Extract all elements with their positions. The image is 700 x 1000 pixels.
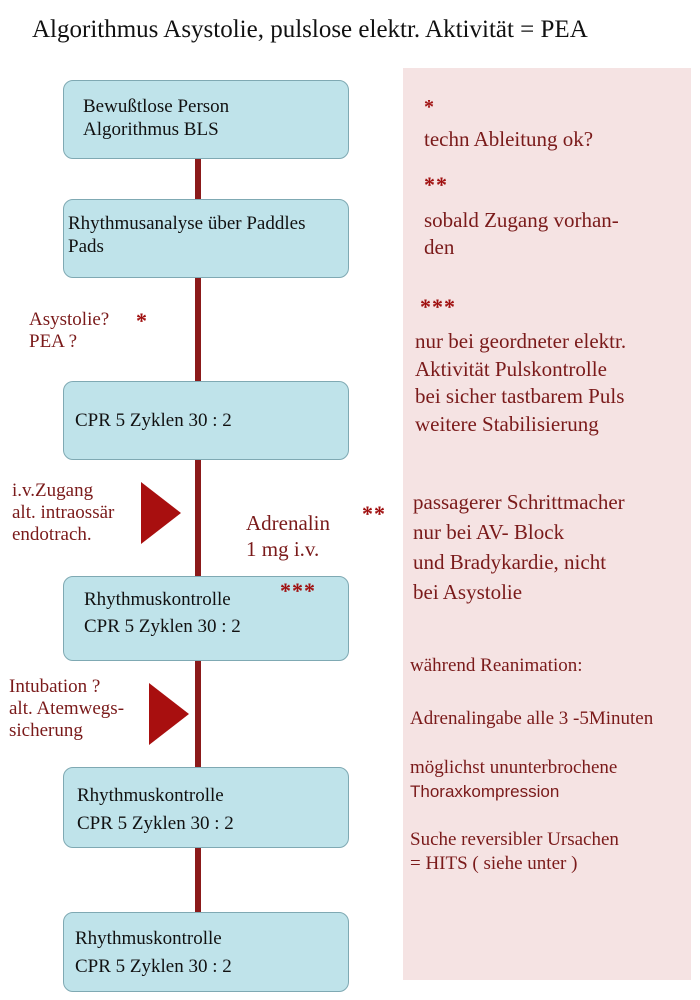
- label-line: sicherung: [9, 720, 83, 741]
- flow-box-rhythmuskontrolle-2: [63, 767, 349, 848]
- box-line: CPR 5 Zyklen 30 : 2: [75, 956, 232, 977]
- label-adrenalin: [246, 510, 330, 562]
- note-schrittmacher: [413, 487, 625, 607]
- label-intubation: [9, 676, 124, 742]
- label-line: Asystolie?: [29, 309, 110, 330]
- note-line: Thoraxkompression: [410, 782, 560, 801]
- box-line: CPR 5 Zyklen 30 : 2: [75, 410, 232, 431]
- label-line: alt. Atemwegs-: [9, 698, 125, 719]
- label-iv-zugang: [12, 480, 114, 546]
- box-line: Pads: [68, 236, 104, 257]
- arrow-triangle-icon: [149, 683, 189, 745]
- box-line: CPR 5 Zyklen 30 : 2: [84, 616, 241, 637]
- note-star-3: ***: [420, 294, 456, 319]
- note-line: nur bei geordneter elektr.: [415, 329, 627, 353]
- label-line: i.v.Zugang: [12, 480, 94, 501]
- flow-box-bls: [63, 80, 349, 159]
- note-ableitung: techn Ableitung ok?: [424, 127, 594, 151]
- note-ursachen: [410, 828, 619, 876]
- label-line: PEA ?: [29, 331, 78, 352]
- note-adrenalingabe: Adrenalingabe alle 3 -5Minuten: [410, 708, 654, 729]
- note-line: bei sicher tastbarem Puls: [415, 384, 625, 408]
- note-star-2: **: [424, 172, 448, 197]
- connector-line: [195, 277, 201, 381]
- rhythmus-marker: ***: [280, 578, 316, 603]
- note-kompression: [410, 756, 617, 804]
- adrenalin-marker: **: [362, 501, 386, 526]
- flow-box-rhythmuskontrolle-3: [63, 912, 349, 992]
- note-line: = HITS ( siehe unter ): [410, 853, 578, 874]
- note-line: passagerer Schrittmacher: [413, 490, 625, 514]
- flow-box-cpr: [63, 381, 349, 460]
- note-line: Suche reversibler Ursachen: [410, 829, 619, 850]
- arrow-triangle-icon: [141, 482, 181, 544]
- label-asystolie-pea: [29, 309, 109, 353]
- note-star-1: *: [424, 96, 435, 118]
- connector-line: [195, 660, 201, 768]
- box-line: Rhythmusanalyse über Paddles: [68, 213, 306, 234]
- note-line: weitere Stabilisierung: [415, 411, 599, 436]
- connector-line: [195, 847, 201, 913]
- label-line: Intubation ?: [9, 676, 101, 697]
- note-line: bei Asystolie: [413, 580, 523, 604]
- label-line: endotrach.: [12, 524, 92, 545]
- note-line: Aktivität Pulskontrolle: [415, 356, 607, 381]
- box-line: Rhythmuskontrolle: [84, 589, 231, 610]
- note-line: nur bei AV- Block: [413, 520, 565, 544]
- label-line: alt. intraossär: [12, 502, 115, 523]
- page-title: Algorithmus Asystolie, pulslose elektr. Aktivität = PEA: [32, 16, 588, 43]
- asystolie-marker: *: [136, 308, 148, 333]
- note-zugang: [424, 207, 619, 261]
- box-line: Rhythmuskontrolle: [77, 785, 224, 806]
- note-line: möglichst ununterbrochene: [410, 757, 618, 778]
- box-line: Bewußtlose Person: [83, 96, 230, 117]
- connector-line: [195, 158, 201, 202]
- connector-line: [195, 459, 201, 576]
- box-line: Algorithmus BLS: [83, 119, 219, 140]
- note-line: sobald Zugang vorhan-: [424, 208, 619, 232]
- box-line: Rhythmuskontrolle: [75, 928, 222, 949]
- note-line: den: [424, 235, 455, 259]
- label-line: Adrenalin: [246, 511, 330, 535]
- note-reanimation-heading: während Reanimation:: [410, 655, 583, 676]
- label-line: 1 mg i.v.: [246, 537, 320, 561]
- box-line: CPR 5 Zyklen 30 : 2: [77, 813, 234, 834]
- flow-box-rhythmusanalyse: [63, 199, 349, 278]
- note-line: und Bradykardie, nicht: [413, 550, 607, 574]
- note-pulskontrolle: [415, 328, 626, 438]
